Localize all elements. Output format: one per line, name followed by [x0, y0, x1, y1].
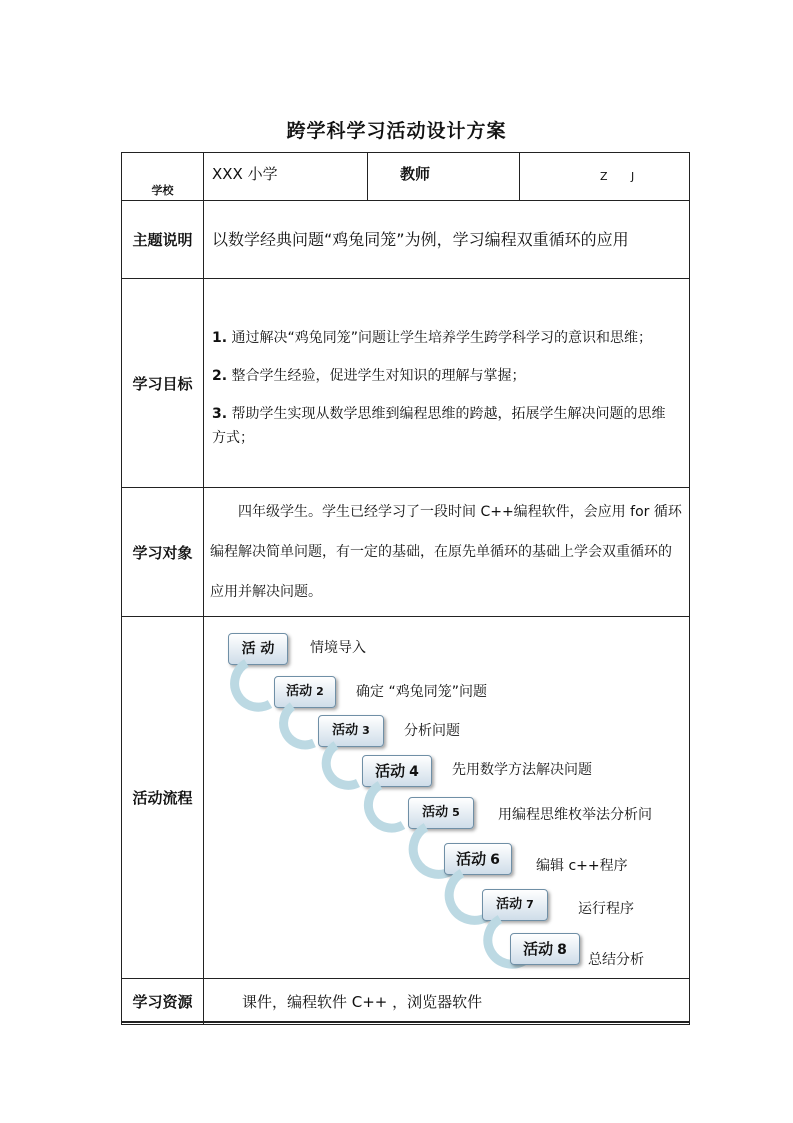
target-row	[122, 488, 690, 617]
flow-cell	[204, 617, 690, 979]
goal-text: 通过解决“鸡兔同笼”问题让学生培养学生跨学科学习的意识和思维；	[231, 330, 653, 346]
activity-description-3: 分析问题	[404, 723, 460, 739]
goal-number: 1.	[212, 330, 228, 346]
activity-name: 活动	[456, 850, 487, 868]
activity-description-6: 编辑 c++程序	[536, 858, 628, 874]
resources-row	[122, 979, 690, 1025]
activity-description-4: 先用数学方法解决问题	[452, 762, 592, 778]
activity-description-8: 总结分析	[588, 952, 644, 968]
theme-label: 主题说明	[122, 201, 204, 279]
activity-number: 6	[490, 852, 500, 868]
goal-text: 帮助学生实现从数学思维到编程思维的跨越，拓展学生解决问题的思维方式；	[212, 406, 666, 446]
goals-label: 学习目标	[122, 279, 204, 488]
activity-number: 4	[409, 764, 419, 780]
target-label: 学习对象	[122, 488, 204, 617]
goal-item	[212, 326, 677, 350]
goal-text: 整合学生经验，促进学生对知识的理解与掌握；	[231, 368, 526, 384]
activity-description-5: 用编程思维枚举法分析问	[498, 807, 652, 823]
activity-description-1: 情境导入	[310, 640, 366, 656]
school-label: 学校	[122, 153, 204, 201]
activity-name: 活动	[496, 897, 523, 912]
activity-flow-diagram	[204, 617, 688, 977]
activity-number: 3	[362, 724, 370, 737]
activity-name: 活动	[286, 684, 313, 699]
flow-label: 活动流程	[122, 617, 204, 979]
activity-number: 5	[452, 806, 460, 819]
goal-item	[212, 402, 677, 450]
target-paragraph: 四年级学生。学生已经学习了一段时间 C++编程软件，会应用 for 循环编程解决简单问题，有一定的基础，在原先单循环的基础上学会双重循环的应用并解决问题。	[210, 504, 682, 600]
document-title: 跨学科学习活动设计方案	[286, 120, 507, 142]
theme-text: 以数学经典问题“鸡兔同笼”为例，学习编程双重循环的应用	[204, 201, 690, 279]
activity-name: 活动	[523, 940, 554, 958]
plan-table	[121, 152, 690, 1025]
header-row	[122, 153, 690, 201]
activity-number: 2	[316, 685, 324, 698]
activity-name: 活动	[422, 805, 449, 820]
flow-row	[122, 617, 690, 979]
activity-description-7: 运行程序	[578, 901, 634, 917]
bottom-rule	[121, 1021, 689, 1023]
activity-name: 活 动	[241, 641, 275, 657]
resources-text: 课件，编程软件 C++ ，浏览器软件	[204, 979, 690, 1025]
goals-cell	[204, 279, 690, 488]
goals-row	[122, 279, 690, 488]
teacher-value: Z J	[520, 153, 690, 201]
activity-description-2: 确定 “鸡兔同笼”问题	[356, 684, 487, 700]
teacher-label: 教师	[368, 153, 520, 201]
theme-row	[122, 201, 690, 279]
activity-name: 活动	[375, 762, 406, 780]
goal-number: 2.	[212, 368, 228, 384]
activity-name: 活动	[332, 723, 359, 738]
goal-number: 3.	[212, 406, 228, 422]
activity-number: 8	[557, 942, 567, 958]
resources-label: 学习资源	[122, 979, 204, 1025]
activity-box-8	[510, 933, 580, 965]
activity-number: 7	[526, 898, 534, 911]
goal-item	[212, 364, 677, 388]
school-value: XXX 小学	[204, 153, 368, 201]
target-text	[204, 488, 690, 617]
